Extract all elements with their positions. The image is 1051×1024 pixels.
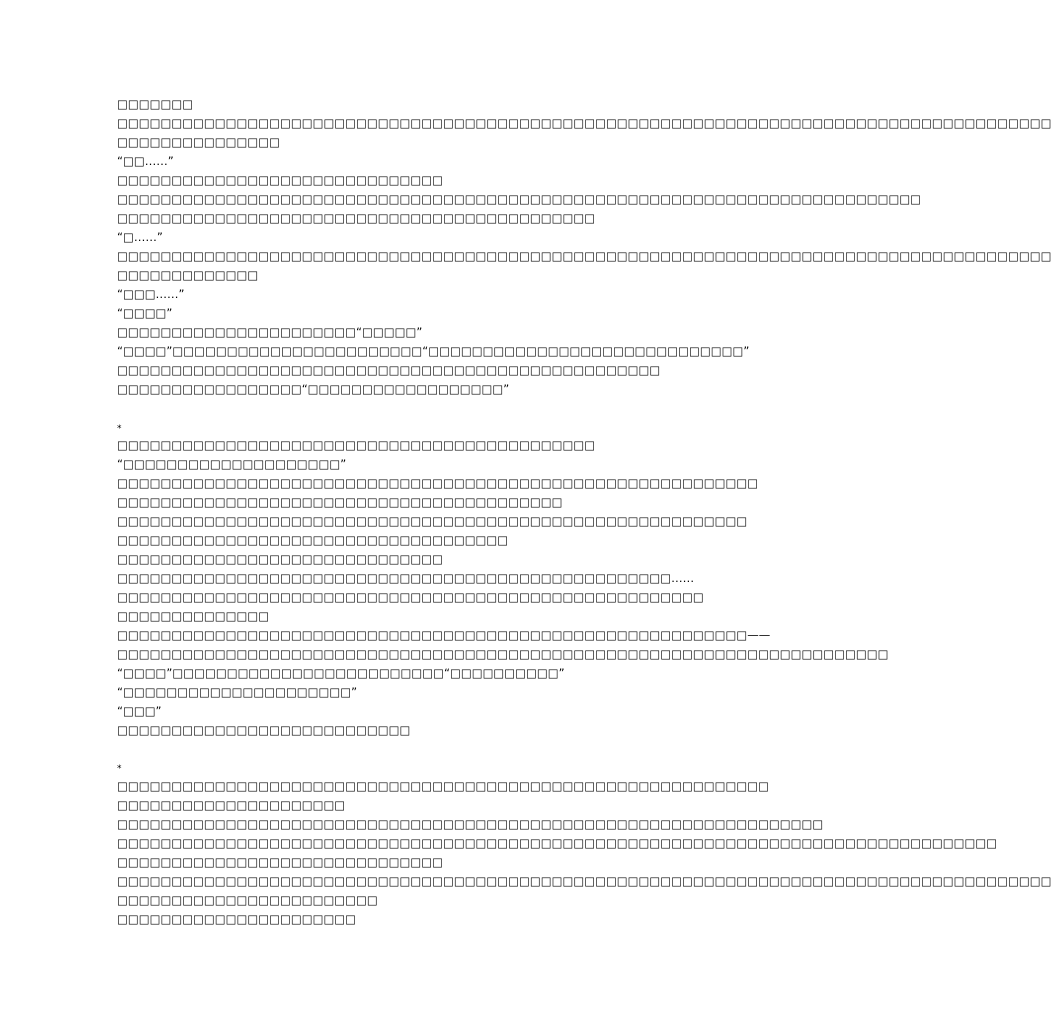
text-line: □□□□□□□□□□□□□□□□□□□□□□□□□□□□□□ [117, 173, 443, 187]
text-line: □□□□□□□□□□□□□□□□□□□□□□“□□□□□” [117, 325, 423, 339]
text-line: □□□□□□□□□□□□□□□□□□□□□□□□□□□□□□□□□□□□□□□□□□□□□□□□□□□□□□□□□□□□ [117, 779, 769, 793]
text-line: □□□□□□□□□□□□□□□□□□□□□□□□□□□□□□□□□□□□□□□□□□□□□□□□□□□□□□□□□□□□□□□□□□□□□□□□□□□□□□□□□□□□□□ [117, 874, 1051, 888]
text-line: “□……” [117, 230, 163, 244]
section-separator: * [117, 424, 122, 434]
text-line: □□□□□□□□□□□□□□□ [117, 135, 280, 149]
text-line: □□□□□□□□□□□□□□□□□□□□□□□□□□□□□□□□□□□□□□□□□□□□□□□□□□□…… [117, 571, 695, 585]
text-line: □□□□□□□□□□□□□□□□□□□□□ [117, 798, 346, 812]
text-line: “□□□□□□□□□□□□□□□□□□□□” [117, 457, 347, 471]
text-line: □□□□□□□□□□□□□□□□□□□□□□□□□□□□□□ [117, 552, 443, 566]
text-line: □□□□□□□□□□□□□□□□□□□□□□□□□□□ [117, 723, 411, 737]
text-line: □□□□□□□□□□□□□□□□□□□□□□□□□□□□□□ [117, 855, 443, 869]
text-line: □□□□□□□□□□□□□□□□□□□□□□□□□□□□□□□□□□□□□□□□□□□□□□□□□□□□□□□□□□□□□□□□□□□□□□□□□□□□□□□□□□□□□□ [117, 116, 1051, 130]
text-line: □□□□□□□□□□□□□□□□□□□□□□□□□□□□□□□□□□□□□□□□□□□□□□□□□□□□□□□□□□—— [117, 628, 771, 642]
text-line: □□□□□□□□□□□□□□□□□□□□□□□□□□□□□□□□□□□□□□□□□□□□□□□□□□□□□□□□□□□ [117, 476, 759, 490]
text-line: □□□□□□□□□□□□□□ [117, 609, 270, 623]
text-line: □□□□□□□□□□□□□□□□□□□□□□□□□□□□□□□□□□□□□□□□□□□□□□□□□□ [117, 363, 661, 377]
text-line: □□□□□□□□□□□□□□□□□□□□□□□□□□□□□□□□□□□□□□□□□□□□□□□□□□□□□□ [117, 590, 704, 604]
text-line: □□□□□□□ [117, 97, 194, 111]
text-line: □□□□□□□□□□□□□□□□□□□□□□□□□□□□□□□□□□□□ [117, 533, 509, 547]
text-line: “□□□……” [117, 287, 185, 301]
text-line: □□□□□□□□□□□□□□□□□□□□□□□□□□□□□□□□□□□□□□□□□□□□□□□□□□□□□□□□□□□□□□□□□□□□□□□□□□□□□□□□□□□□□□ [117, 249, 1051, 263]
text-line: □□□□□□□□□□□□□ [117, 268, 259, 282]
text-line: “□□□□”□□□□□□□□□□□□□□□□□□□□□□□□□“□□□□□□□□□□” [117, 666, 565, 680]
text-line: “□□□□”□□□□□□□□□□□□□□□□□□□□□□□“□□□□□□□□□□□□□□□□□□□□□□□□□□□□□” [117, 344, 750, 358]
text-line: “□□□□□□□□□□□□□□□□□□□□□” [117, 685, 358, 699]
text-line: □□□□□□□□□□□□□□□□□□□□□□□□□□□□□□□□□□□□□□□□□□□□ [117, 438, 596, 452]
text-line: □□□□□□□□□□□□□□□□□“□□□□□□□□□□□□□□□□□□” [117, 382, 510, 396]
section-separator: * [117, 764, 122, 774]
text-line: □□□□□□□□□□□□□□□□□□□□□□□□□□□□□□□□□□□□□□□□□□□□□□□□□□□□□□□□□□□□□□□□□□□□□□□□□□ [117, 192, 922, 206]
text-line: “□□□” [117, 704, 162, 718]
text-line: □□□□□□□□□□□□□□□□□□□□□□□□□□□□□□□□□□□□□□□□□□□□□□□□□□□□□□□□□□□□□□□□□□□□□□□ [117, 647, 889, 661]
text-line: □□□□□□□□□□□□□□□□□□□□□□□□□□□□□□□□□□□□□□□□□ [117, 495, 563, 509]
text-line: “□□……” [117, 154, 174, 168]
text-line: □□□□□□□□□□□□□□□□□□□□□□□□□□□□□□□□□□□□□□□□□□□□□□□□□□□□□□□□□□□□□□□□□□□□□□□□□□□□□□□□□ [117, 836, 998, 850]
text-line: □□□□□□□□□□□□□□□□□□□□□□□□□□□□□□□□□□□□□□□□□□□□□□□□□□□□□□□□□□□□□□□□□ [117, 817, 824, 831]
text-line: □□□□□□□□□□□□□□□□□□□□□□□□□□□□□□□□□□□□□□□□□□□□ [117, 211, 596, 225]
text-line: □□□□□□□□□□□□□□□□□□□□□□□□□□□□□□□□□□□□□□□□□□□□□□□□□□□□□□□□□□ [117, 514, 748, 528]
text-line: □□□□□□□□□□□□□□□□□□□□□□ [117, 912, 357, 926]
text-line: □□□□□□□□□□□□□□□□□□□□□□□□ [117, 893, 378, 907]
text-line: “□□□□” [117, 306, 173, 320]
